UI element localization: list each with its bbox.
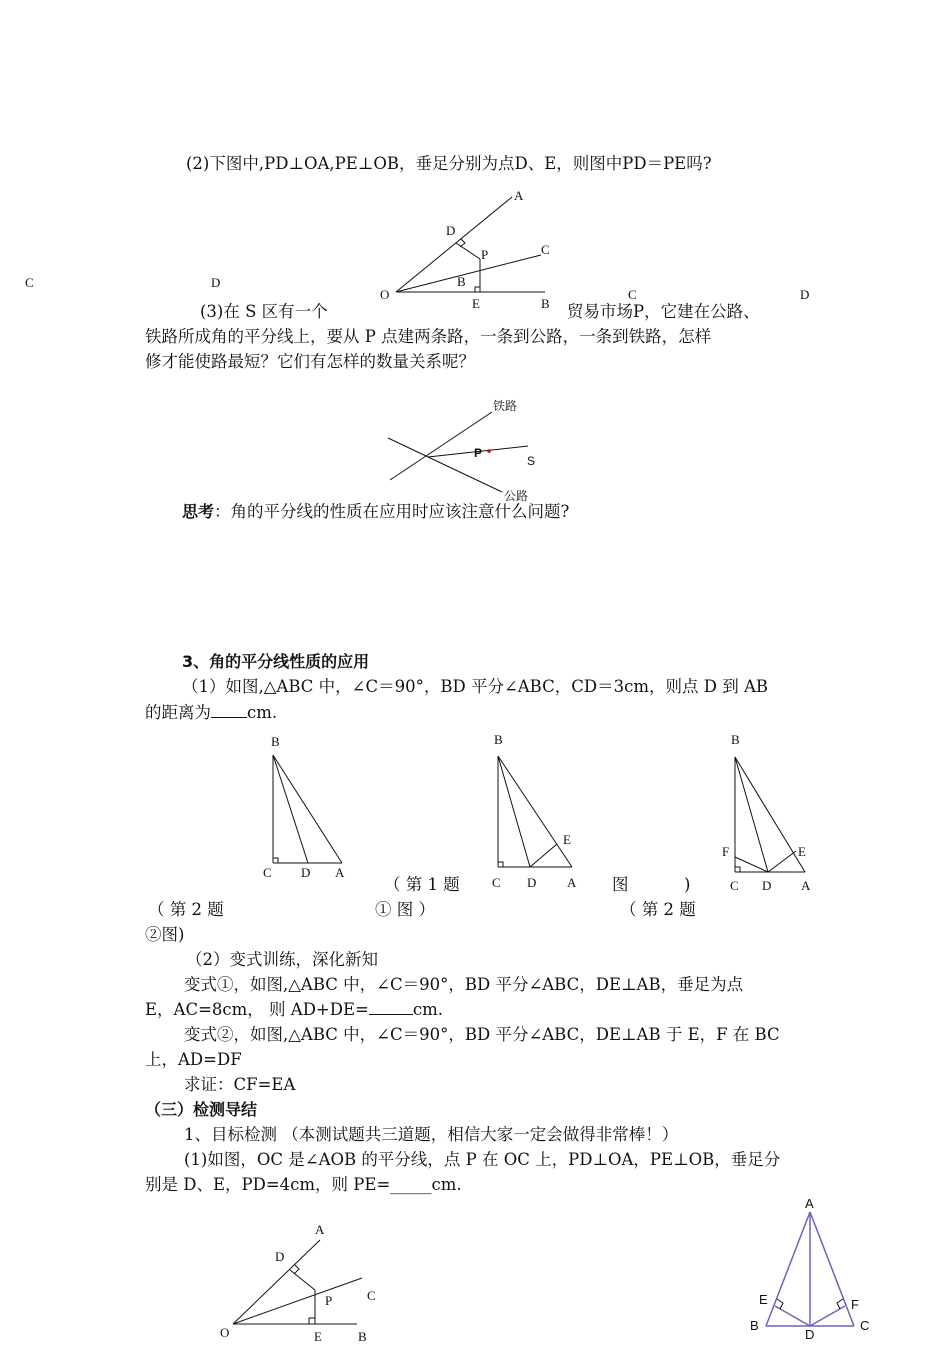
variant-1-prefix: E，AC=8cm， 则 AD+DE= [145,1000,369,1019]
fig3-label-A: A [315,1222,325,1237]
fig1-label-O: O [380,287,390,302]
stray-letter-d-right: D [800,287,810,302]
tri1-label-D: D [301,865,311,880]
variant-2-prove: 求证：CF=EA [184,1075,296,1094]
variant-2-line-2: 上，AD=DF [145,1050,242,1069]
fig1-label-E: E [472,296,480,311]
sec3-p1-prefix: 的距离为 [145,703,211,722]
test-1-line-1: (1)如图，OC 是∠AOB 的平分线，点 P 在 OC 上，PD⊥OA，PE⊥OB，垂足分 [184,1150,781,1169]
fig1-label-B: B [541,296,550,311]
caption-problem-2-fig-1-b: ① 图 ） [375,900,435,919]
caption-problem-2-fig-2-a: （ 第 2 题 [620,900,696,919]
tri3-label-F: F [722,844,730,859]
test-1-line-2: 别是 D、E，PD=4cm，则 PE=_____cm. [145,1175,462,1194]
fig3-label-D: D [275,1249,285,1264]
caption-problem-1: （ 第 1 题 [384,875,460,894]
fig4-label-A: A [805,1196,814,1211]
fig3-label-E: E [314,1329,322,1344]
question-3-part-b: 贸易市场P，它建在公路、 [567,302,760,321]
think-text: ：角的平分线的性质在应用时应该注意什么问题? [214,502,570,521]
variant-1-suffix: cm. [412,1000,443,1019]
fig3-label-C: C [367,1288,376,1303]
think-label: 思考 [182,502,215,521]
stray-letter-c-right: C [628,287,637,302]
tri3-label-D: D [762,878,772,893]
sec3-p1-suffix: cm. [247,703,278,722]
tri3-label-E: E [798,844,806,859]
fig1-label-C: C [541,242,550,257]
tri3-label-C: C [730,878,739,893]
section-3-title: 3、角的平分线性质的应用 [182,652,370,671]
question-3-part-a: (3)在 S 区有一个 [200,302,328,321]
tri1-label-A: A [335,865,345,880]
tri3-label-A: A [801,878,811,893]
tri1-label-C: C [263,865,272,880]
fig4-label-E: E [759,1292,768,1307]
tri2-label-E: E [563,832,571,847]
fig4-label-F: F [851,1297,859,1312]
target-test-heading: 1、目标检测 （本测试题共三道题，相信大家一定会做得非常棒！） [184,1125,679,1144]
fig3-label-P: P [325,1293,333,1308]
fig1-label-B-inner: B [457,274,466,289]
fig4-label-B: B [750,1318,759,1333]
fig1-label-A: A [514,188,524,203]
question-3-part-c: 铁路所成角的平分线上，要从 P 点建两条路，一条到公路，一条到铁路，怎样 [145,327,712,346]
caption-close-paren: ) [684,875,691,894]
tri1-label-B: B [271,734,280,749]
fig1-label-D: D [446,223,456,238]
variants-heading: （2）变式训练，深化新知 [186,950,378,969]
stray-letter-d-left: D [211,275,221,290]
caption-tu: 图 [612,875,629,894]
fig2-label-S: S [527,454,536,468]
question-2: (2)下图中,PD⊥OA,PE⊥OB，垂足分别为点D、E，则图中PD＝PE吗? [186,154,712,173]
tri2-label-C: C [492,875,501,890]
fig4-label-C: C [860,1318,870,1333]
caption-problem-2-fig-2-b: ②图) [145,925,185,944]
fig3-label-B: B [358,1329,367,1344]
tri2-label-B: B [494,732,503,747]
tri2-label-D: D [527,875,537,890]
caption-problem-2-fig-1-a: （ 第 2 题 [148,900,224,919]
fig1-label-P: P [481,247,489,262]
question-3-part-d: 修才能使路最短？它们有怎样的数量关系呢？ [145,352,475,371]
fig3-label-O: O [220,1325,230,1340]
fig4-label-D: D [805,1327,815,1342]
stray-letter-c-left: C [25,275,34,290]
sec3-problem-1-line-1: （1）如图,△ABC 中，∠C＝90°，BD 平分∠ABC，CD＝3cm，则点 D 到 AB [182,677,768,696]
variant-1-line-1: 变式①，如图,△ABC 中，∠C＝90°，BD 平分∠ABC，DE⊥AB，垂足为点 [184,975,744,994]
fig2-label-road: 公路 [504,489,529,503]
variant-2-line-1: 变式②，如图,△ABC 中，∠C＝90°，BD 平分∠ABC，DE⊥AB 于 E，F 在 BC [184,1025,780,1044]
tri2-label-A: A [567,875,577,890]
fig2-label-railway: 铁路 [493,399,518,413]
fig2-label-P: P [474,446,483,460]
section-4-title: （三）检测导结 [145,1100,258,1119]
tri3-label-B: B [731,732,740,747]
